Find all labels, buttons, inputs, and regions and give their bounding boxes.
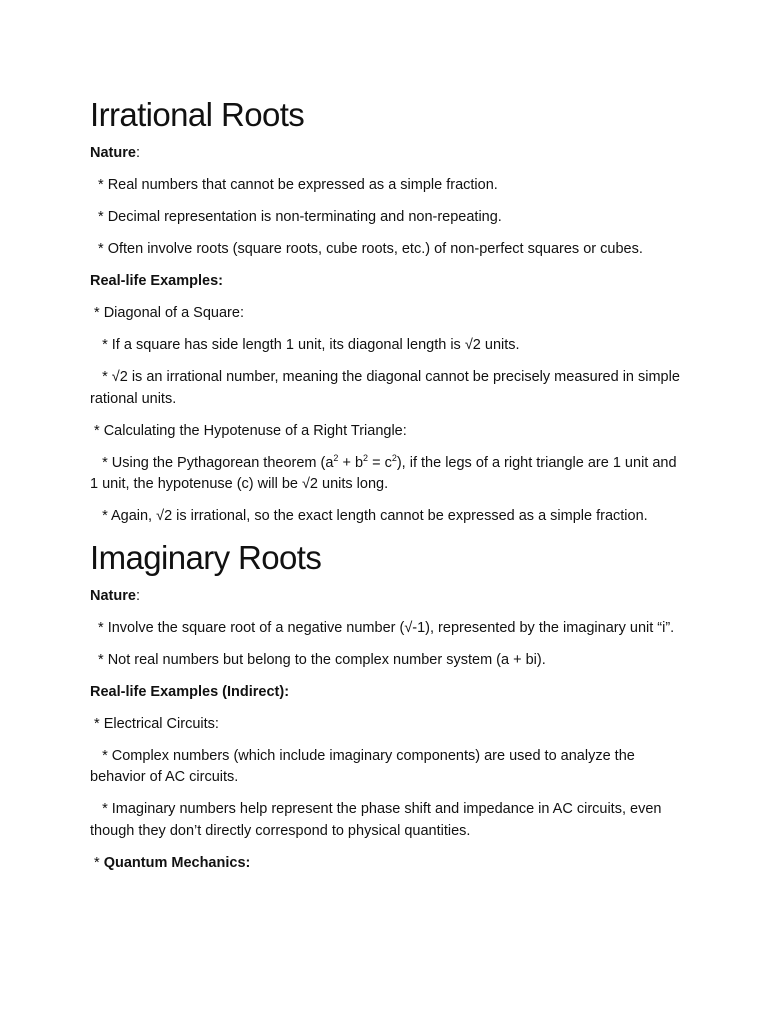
superscript-b: 2 [363,452,369,463]
irrational-example2-line1 [90,453,682,496]
superscript-c: 2 [391,452,397,463]
document-content [90,95,682,874]
imaginary-nature-label: Nature [90,587,136,604]
irrational-nature-label-line [90,143,682,165]
irrational-nature-item-2: * Decimal representation is non-terminating and non-repeating. [94,209,502,225]
imaginary-examples-label: Real-life Examples (Indirect): [90,683,290,700]
irrational-example2-heading: * Calculating the Hypotenuse of a Right Triangle: [90,422,407,439]
irrational-roots-section [90,95,682,528]
irrational-nature-colon: : [135,145,140,161]
irrational-roots-title: Irrational Roots [90,96,305,133]
imaginary-nature-colon: : [135,587,140,604]
imaginary-example1-heading: * Electrical Circuits: [90,715,219,732]
imaginary-example1-line2: * Imaginary numbers help represent the phase shift and impedance in AC circuits, even though they don’t directly correspond to physical quantities. [90,801,666,839]
imaginary-nature-label-line [90,586,682,608]
imaginary-example2-prefix: * [90,854,104,871]
pythagoras-text-c: = c [368,454,392,471]
pythagoras-text-d: ), if the legs of a right triangle are 1 unit and 1 unit, the hypotenuse (c) will be √2 units long. [90,454,681,492]
irrational-nature-item-3: * Often involve roots (square roots, cube roots, etc.) of non-perfect squares or cubes. [94,241,643,257]
imaginary-roots-section [90,538,682,875]
irrational-example2-line2: * Again, √2 is irrational, so the exact length cannot be expressed as a simple fraction. [90,508,648,524]
imaginary-nature-item-2: * Not real numbers but belong to the complex number system (a + bi). [94,651,546,668]
irrational-nature-item-1: * Real numbers that cannot be expressed as a simple fraction. [94,177,498,193]
imaginary-roots-title: Imaginary Roots [90,538,322,576]
imaginary-nature-item-1: * Involve the square root of a negative number (√-1), represented by the imaginary unit “i”. [94,619,675,636]
irrational-nature-label: Nature [90,145,136,161]
pythagoras-text-b: + b [338,454,364,471]
imaginary-example1-line1: * Complex numbers (which include imaginary components) are used to analyze the behavior of AC circuits. [90,747,639,785]
superscript-a: 2 [333,452,339,463]
imaginary-example2-heading: Quantum Mechanics: [103,854,251,871]
irrational-example1-line2: * √2 is an irrational number, meaning the diagonal cannot be precisely measured in simple rational units. [90,369,684,407]
imaginary-example2-heading-line [90,853,682,875]
pythagoras-text-a: * Using the Pythagorean theorem (a [90,454,334,471]
irrational-example1-heading: * Diagonal of a Square: [90,305,244,321]
irrational-examples-label: Real-life Examples: [90,273,223,289]
irrational-example1-line1: * If a square has side length 1 unit, its diagonal length is √2 units. [90,337,520,353]
